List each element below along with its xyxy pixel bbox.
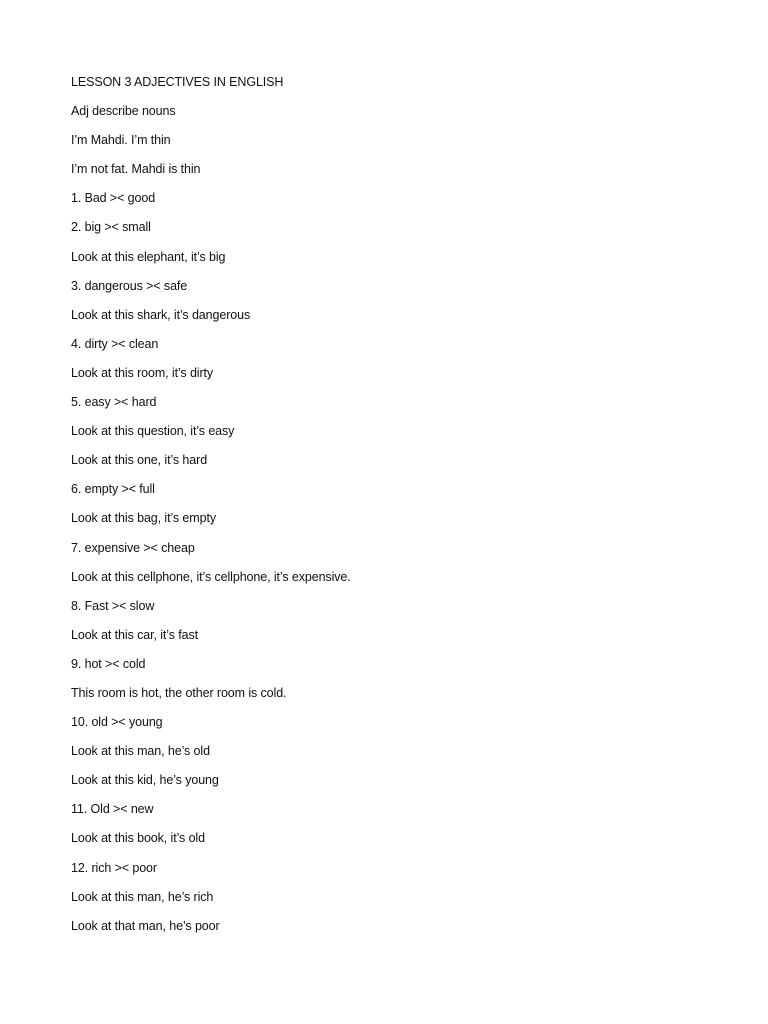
adjective-pair: 1. Bad >< good xyxy=(71,191,156,206)
example-sentence: Look at this book, it’s old xyxy=(71,831,205,846)
document-body xyxy=(71,73,711,946)
text-line: I’m not fat. Mahdi is thin xyxy=(71,162,201,177)
adjective-pair: 4. dirty >< clean xyxy=(71,336,159,351)
example-sentence: This room is hot, the other room is cold. xyxy=(71,685,287,700)
example-sentence: Look at this man, he’s old xyxy=(71,744,210,759)
example-sentence: Look at this bag, it’s empty xyxy=(71,511,216,526)
example-sentence: Look at this car, it’s fast xyxy=(71,627,198,642)
adjective-pair: 5. easy >< hard xyxy=(71,395,157,410)
adjective-pair: 6. empty >< full xyxy=(71,482,155,497)
adjective-pair: 8. Fast >< slow xyxy=(71,598,155,613)
example-sentence: Look at this elephant, it’s big xyxy=(71,249,226,264)
adjective-pair: 2. big >< small xyxy=(71,220,151,235)
adjective-pair: 10. old >< young xyxy=(71,715,163,730)
text-line: Adj describe nouns xyxy=(71,104,176,119)
example-sentence: Look at this room, it’s dirty xyxy=(71,365,214,380)
adjective-pair: 9. hot >< cold xyxy=(71,656,146,671)
example-sentence: Look at this shark, it’s dangerous xyxy=(71,307,251,322)
example-sentence: Look at this cellphone, it’s cellphone, it’s expensive. xyxy=(71,569,351,584)
example-sentence: Look at this kid, he’s young xyxy=(71,773,219,788)
adjective-pair: 3. dangerous >< safe xyxy=(71,278,188,293)
example-sentence: Look at this man, he’s rich xyxy=(71,889,214,904)
text-line: I’m Mahdi. I’m thin xyxy=(71,133,171,148)
lesson-title: LESSON 3 ADJECTIVES IN ENGLISH xyxy=(71,75,284,89)
example-sentence: Look at that man, he’s poor xyxy=(71,918,220,933)
example-sentence: Look at this question, it’s easy xyxy=(71,424,235,439)
example-sentence: Look at this one, it’s hard xyxy=(71,453,208,468)
adjective-pair: 7. expensive >< cheap xyxy=(71,540,195,555)
adjective-pair: 12. rich >< poor xyxy=(71,860,157,875)
adjective-pair: 11. Old >< new xyxy=(71,802,154,817)
